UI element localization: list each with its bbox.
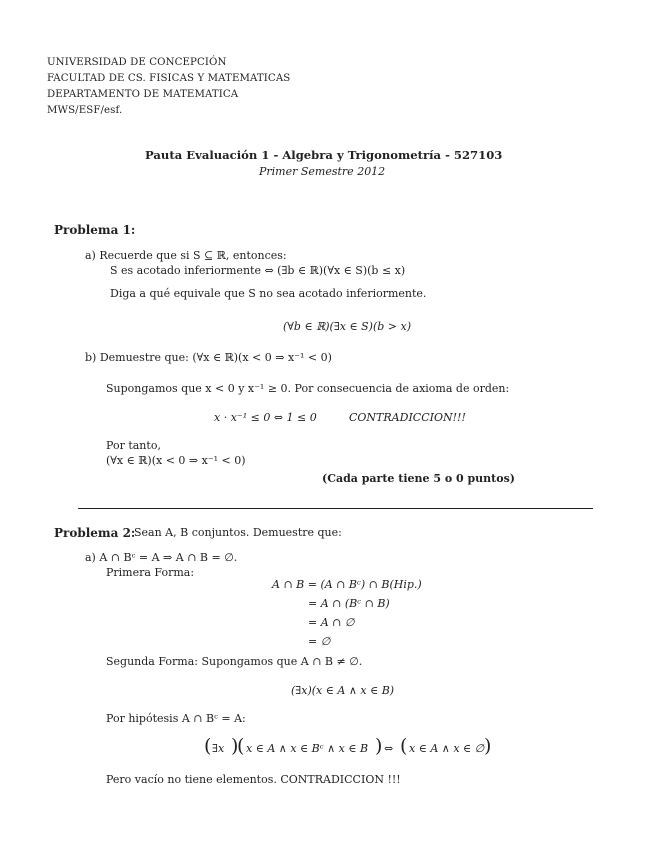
left-paren-glyph: ( [204, 735, 212, 757]
problem-2a-first-form-label: Primera Forma: [106, 566, 195, 579]
problem-1a-statement: a) Recuerde que si S ⊆ ℝ, entonces: [85, 249, 287, 262]
big-formula-left-body: x ∈ A ∧ x ∈ Bᶜ ∧ x ∈ B [246, 742, 369, 755]
big-formula-quantifier: ∃x [212, 742, 225, 755]
right-paren-glyph: ) [231, 735, 239, 757]
problem-1b-formula: x · x⁻¹ ≤ 0 ⇔ 1 ≤ 0 [214, 411, 317, 424]
right-paren-glyph: ) [375, 735, 383, 757]
problem-2a-equation-1: A ∩ B = (A ∩ Bᶜ) ∩ B(Hip.) [272, 578, 422, 591]
problem-1b-conclusion: (∀x ∈ ℝ)(x < 0 ⇒ x⁻¹ < 0) [106, 454, 246, 467]
semester-subtitle: Primer Semestre 2012 [259, 165, 386, 178]
problem-1-heading: Problema 1: [54, 223, 136, 237]
left-paren-glyph: ( [400, 735, 408, 757]
problem-2-statement: Sean A, B conjuntos. Demuestre que: [134, 526, 342, 539]
faculty-name: FACULTAD DE CS. FISICAS Y MATEMATICAS [47, 73, 291, 84]
problem-1b-contradiction: CONTRADICCION!!! [349, 411, 466, 424]
problem-1a-question: Diga a qué equivale que S no sea acotado inferiormente. [110, 287, 427, 300]
problem-2a-hypothesis-line: Por hipótesis A ∩ Bᶜ = A: [106, 712, 246, 725]
problem-1b-statement: b) Demuestre que: (∀x ∈ ℝ)(x < 0 ⇒ x⁻¹ < 0) [85, 351, 332, 364]
left-paren-glyph: ( [237, 735, 245, 757]
problem-2a-equation-3: = A ∩ ∅ [308, 616, 355, 629]
problem-1b-assumption: Supongamos que x < 0 y x⁻¹ ≥ 0. Por consecuencia de axioma de orden: [106, 382, 510, 395]
department-name: DEPARTAMENTO DE MATEMATICA [47, 89, 239, 100]
problem-2a-statement: a) A ∩ Bᶜ = A ⇒ A ∩ B = ∅. [85, 551, 238, 564]
problem-1b-therefore: Por tanto, [106, 439, 161, 452]
problem-1a-answer-formula: (∀b ∈ ℝ)(∃x ∈ S)(b > x) [283, 320, 412, 333]
big-formula-iff: ⇔ [384, 742, 394, 755]
big-formula-right-body: x ∈ A ∧ x ∈ ∅ [409, 742, 485, 755]
problem-2a-equation-2: = A ∩ (Bᶜ ∩ B) [308, 597, 390, 610]
problem-1-points-note: (Cada parte tiene 5 o 0 puntos) [322, 472, 515, 485]
problem-2-heading: Problema 2: [54, 526, 136, 540]
problem-2a-second-form: Segunda Forma: Supongamos que A ∩ B ≠ ∅. [106, 655, 363, 668]
problem-1a-definition: S es acotado inferiormente ⇔ (∃b ∈ ℝ)(∀x ∈ S)(b ≤ x) [110, 264, 406, 277]
problem-2a-equation-4: = ∅ [308, 635, 331, 648]
right-paren-glyph: ) [484, 735, 492, 757]
document-title: Pauta Evaluación 1 - Algebra y Trigonometría - 527103 [145, 148, 503, 162]
problem-2a-final-line: Pero vacío no tiene elementos. CONTRADICCION !!! [106, 773, 401, 786]
section-divider [78, 508, 593, 509]
university-name: UNIVERSIDAD DE CONCEPCIÓN [47, 57, 227, 68]
problem-2a-exists-formula: (∃x)(x ∈ A ∧ x ∈ B) [291, 684, 395, 697]
author-initials: MWS/ESF/esf. [47, 105, 123, 116]
